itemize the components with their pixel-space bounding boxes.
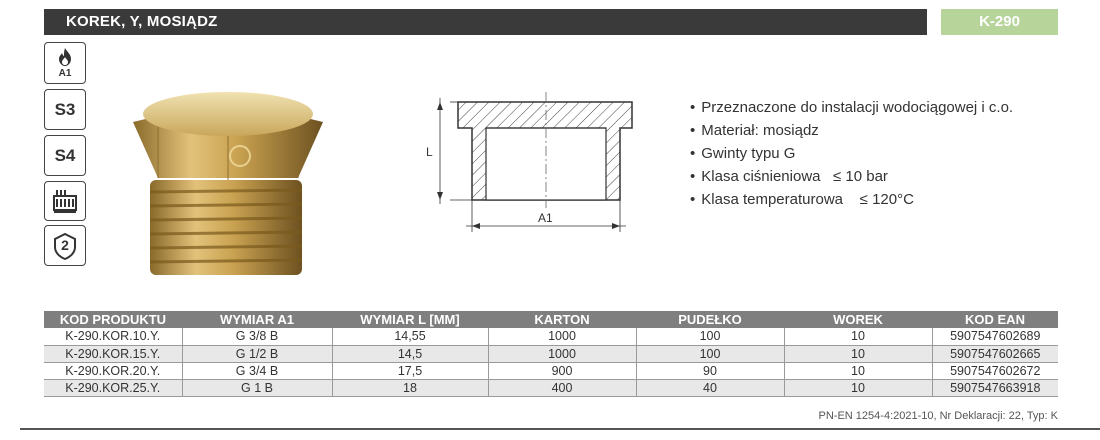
column-header: PUDEŁKO [636, 311, 784, 328]
table-cell: G 1/2 B [182, 345, 332, 362]
table-row [44, 345, 1058, 362]
flame-icon-box [44, 42, 86, 84]
table-cell: 5907547602665 [932, 345, 1058, 362]
table-cell: 5907547602672 [932, 362, 1058, 379]
table-cell: K-290.KOR.25.Y. [44, 379, 182, 396]
flame-icon-label: A1 [58, 68, 72, 79]
table-cell: 10 [784, 328, 932, 345]
flame-icon [57, 47, 73, 67]
table-cell: 100 [636, 345, 784, 362]
column-header: KOD PRODUKTU [44, 311, 182, 328]
title-bar [44, 9, 927, 35]
table-cell: 400 [488, 379, 636, 396]
feature-item: • Przeznaczone do instalacji wodociągowej i c.o. [690, 96, 1013, 119]
table-cell: 14,5 [332, 345, 488, 362]
feature-item: • Gwinty typu G [690, 142, 1013, 165]
table-cell: 40 [636, 379, 784, 396]
s3-label: S3 [54, 99, 76, 119]
table-cell: 17,5 [332, 362, 488, 379]
table-cell: K-290.KOR.10.Y. [44, 328, 182, 345]
product-title: KOREK, Y, MOSIĄDZ [66, 13, 218, 30]
table-cell: 10 [784, 345, 932, 362]
table-row [44, 379, 1058, 396]
feature-item: • Materiał: mosiądz [690, 119, 1013, 142]
feature-list [690, 96, 1013, 211]
column-header: WYMIAR A1 [182, 311, 332, 328]
column-header: KARTON [488, 311, 636, 328]
table-cell: K-290.KOR.20.Y. [44, 362, 182, 379]
product-table [44, 311, 1058, 397]
table-cell: 5907547602689 [932, 328, 1058, 345]
table-cell: G 1 B [182, 379, 332, 396]
table-cell: 90 [636, 362, 784, 379]
feature-item: • Klasa ciśnieniowa ≤ 10 bar [690, 165, 1013, 188]
table-row [44, 362, 1058, 379]
table-cell: G 3/4 B [182, 362, 332, 379]
table-row [44, 328, 1058, 345]
s4-badge [44, 135, 86, 176]
dimension-l-label: L [426, 145, 433, 159]
dimension-a1-label: A1 [538, 211, 553, 225]
s4-label: S4 [54, 145, 76, 165]
heating-icon-box [44, 181, 86, 221]
table-cell: 18 [332, 379, 488, 396]
column-header: WOREK [784, 311, 932, 328]
table-cell: 5907547663918 [932, 379, 1058, 396]
column-header: KOD EAN [932, 311, 1058, 328]
heating-icon [52, 187, 78, 215]
technical-drawing [410, 90, 655, 240]
table-header-row [44, 311, 1058, 328]
table-cell: K-290.KOR.15.Y. [44, 345, 182, 362]
feature-item: • Klasa temperaturowa ≤ 120°C [690, 188, 1013, 211]
column-header: WYMIAR L [MM] [332, 311, 488, 328]
class-2-icon-box [44, 225, 86, 266]
table-cell: 10 [784, 379, 932, 396]
table-cell: 1000 [488, 328, 636, 345]
class-2-label: 2 [61, 237, 69, 253]
table-cell: 100 [636, 328, 784, 345]
product-code-box [941, 9, 1058, 35]
table-cell: 10 [784, 362, 932, 379]
product-photo [128, 80, 328, 280]
footer-divider [20, 428, 1100, 430]
s3-badge [44, 89, 86, 130]
product-code: K-290 [979, 13, 1020, 30]
standard-footnote: PN-EN 1254-4:2021-10, Nr Deklaracji: 22, Typ: K [818, 410, 1058, 422]
table-cell: 900 [488, 362, 636, 379]
table-cell: G 3/8 B [182, 328, 332, 345]
table-cell: 14,55 [332, 328, 488, 345]
table-cell: 1000 [488, 345, 636, 362]
